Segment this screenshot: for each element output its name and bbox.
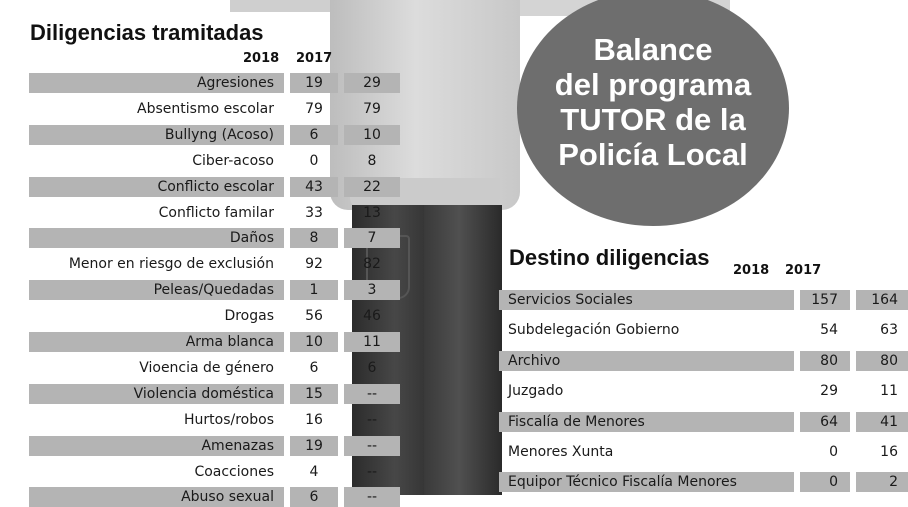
row-value-2017: -- [366, 411, 378, 428]
row-value-2018: 54 [820, 322, 838, 339]
row-value-2017: 46 [363, 308, 381, 325]
row-label: Equipor Técnico Fiscalía Menores [499, 472, 794, 492]
row-value-2018: 80 [800, 351, 850, 371]
headline-line-3: TUTOR de la [560, 102, 746, 137]
row-value-2018: 0 [800, 472, 850, 492]
row-value-2018: 0 [309, 152, 319, 169]
headline-line-1: Balance [593, 32, 713, 67]
row-value-2018: 4 [309, 463, 319, 480]
row-value-2018: 19 [290, 73, 338, 93]
headline-text [530, 32, 776, 172]
diligencias-title: Diligencias tramitadas [30, 20, 264, 45]
row-label: Menor en riesgo de exclusión [68, 256, 274, 273]
row-value-2017: 10 [344, 125, 400, 145]
photo-jeans-right-leg [424, 205, 502, 495]
row-value-2017: 164 [856, 290, 908, 310]
destino-col-2017: 2017 [785, 263, 822, 278]
row-value-2017: 2 [856, 472, 908, 492]
row-value-2018: 0 [829, 444, 838, 460]
row-value-2018: 92 [305, 256, 323, 273]
diligencias-col-2018: 2018 [243, 51, 280, 66]
row-label: Peleas/Quedadas [29, 280, 284, 300]
diligencias-col-2017: 2017 [296, 51, 333, 66]
row-label: Hurtos/robos [184, 411, 274, 428]
row-label: Amenazas [29, 436, 284, 456]
row-value-2017: -- [344, 436, 400, 456]
row-label: Conflicto familar [158, 204, 274, 221]
row-label: Subdelegación Gobierno [508, 322, 680, 339]
row-value-2017: 63 [880, 322, 898, 339]
destino-title: Destino diligencias [509, 245, 710, 270]
row-label: Archivo [499, 351, 794, 371]
row-value-2017: 3 [344, 280, 400, 300]
row-value-2017: 11 [880, 383, 898, 400]
row-label: Arma blanca [29, 332, 284, 352]
row-value-2017: 80 [856, 351, 908, 371]
row-label: Ciber-acoso [192, 152, 274, 169]
destino-col-2018: 2018 [733, 263, 770, 278]
row-value-2018: 6 [290, 125, 338, 145]
row-value-2017: -- [344, 487, 400, 507]
row-value-2018: 79 [305, 100, 323, 117]
row-label: Violencia doméstica [29, 384, 284, 404]
row-label: Fiscalía de Menores [499, 412, 794, 432]
row-value-2017: 79 [363, 100, 381, 117]
row-value-2017: -- [366, 463, 378, 480]
row-label: Abuso sexual [29, 487, 284, 507]
headline-line-2: del programa [554, 67, 752, 102]
row-value-2018: 1 [290, 280, 338, 300]
row-value-2017: 82 [363, 256, 381, 273]
row-value-2018: 43 [290, 177, 338, 197]
row-value-2018: 10 [290, 332, 338, 352]
row-value-2018: 15 [290, 384, 338, 404]
row-value-2018: 8 [290, 228, 338, 248]
row-value-2018: 6 [290, 487, 338, 507]
row-label: Juzgado [508, 383, 564, 400]
row-value-2018: 64 [800, 412, 850, 432]
row-value-2018: 16 [305, 411, 323, 428]
row-value-2017: 16 [880, 444, 898, 460]
row-label: Conflicto escolar [29, 177, 284, 197]
row-value-2017: 7 [344, 228, 400, 248]
row-value-2017: -- [344, 384, 400, 404]
row-label: Vioencia de género [139, 359, 274, 376]
row-label: Agresiones [29, 73, 284, 93]
row-value-2018: 56 [305, 308, 323, 325]
row-label: Drogas [224, 308, 274, 325]
row-value-2018: 6 [309, 359, 319, 376]
row-label: Absentismo escolar [137, 100, 274, 117]
row-value-2018: 29 [820, 383, 838, 400]
row-value-2018: 157 [800, 290, 850, 310]
row-label: Servicios Sociales [499, 290, 794, 310]
row-label: Daños [29, 228, 284, 248]
row-label: Menores Xunta [508, 444, 614, 460]
row-value-2017: 8 [367, 152, 377, 169]
row-value-2017: 11 [344, 332, 400, 352]
row-value-2018: 19 [290, 436, 338, 456]
row-value-2017: 41 [856, 412, 908, 432]
headline-line-4: Policía Local [558, 137, 748, 172]
row-label: Bullyng (Acoso) [29, 125, 284, 145]
row-value-2017: 13 [363, 204, 381, 221]
row-value-2017: 6 [367, 359, 377, 376]
row-label: Coacciones [194, 463, 274, 480]
row-value-2017: 22 [344, 177, 400, 197]
row-value-2017: 29 [344, 73, 400, 93]
row-value-2018: 33 [305, 204, 323, 221]
